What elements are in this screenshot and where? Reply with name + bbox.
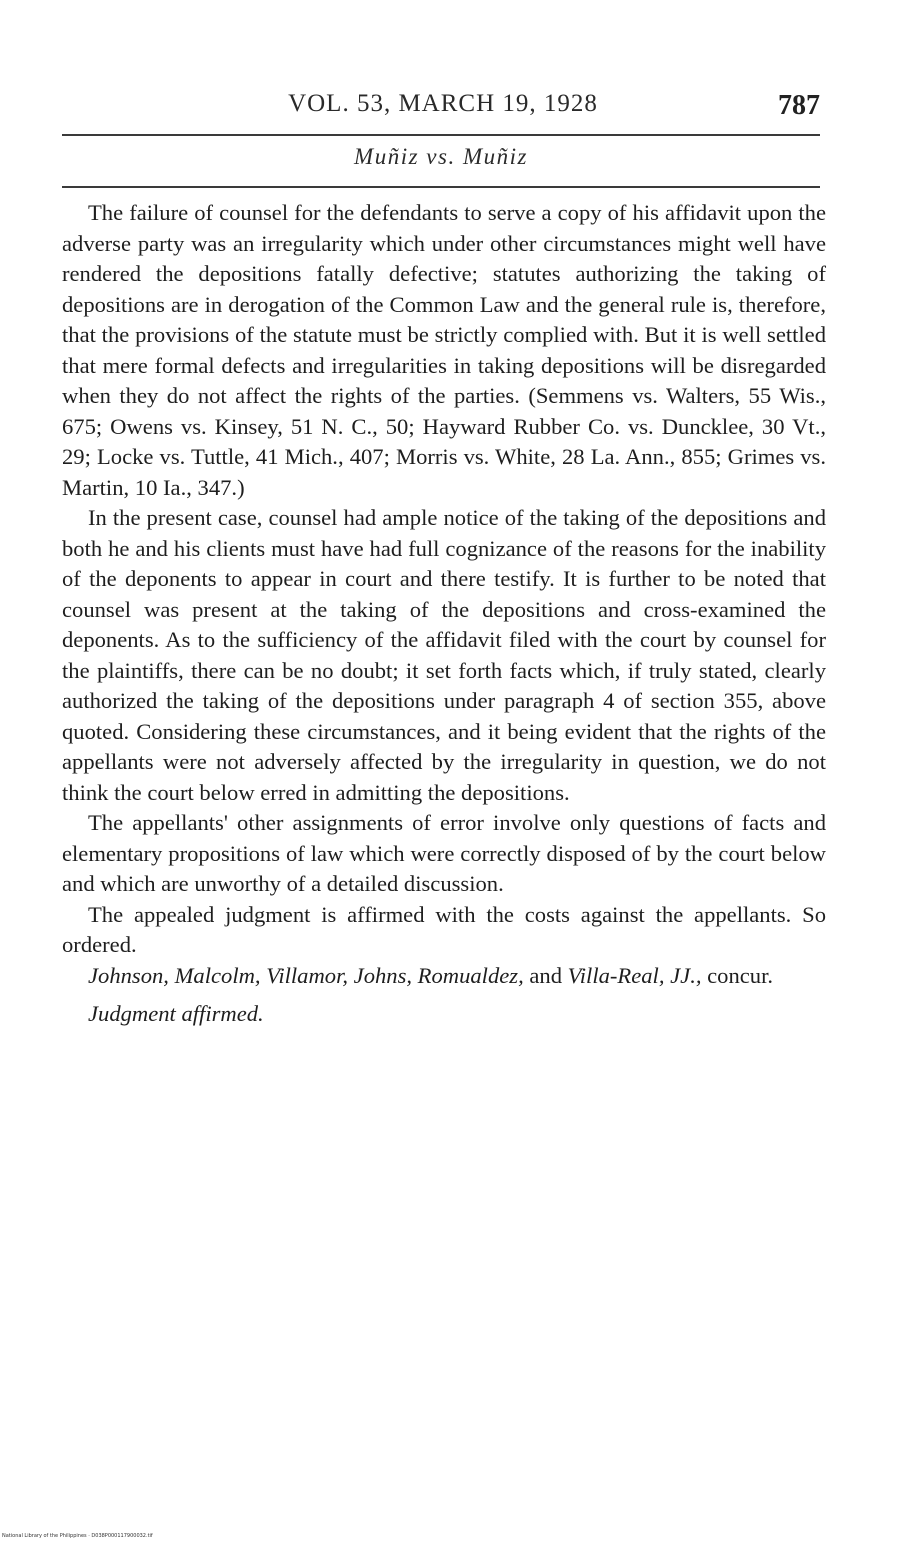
concurrence-verb: concur. [701,962,774,988]
page-header [62,84,824,132]
concurrence-conjunction: and [523,962,568,988]
concurring-justices: Johnson, Malcolm, Villamor, Johns, Romualdez, [88,962,524,988]
case-title: Muñiz vs. Muñiz [354,144,528,169]
disposition: Judgment affirmed. [88,1001,264,1026]
header-divider [62,134,820,136]
paragraph-judgment-affirmed: The appealed judgment is affirmed with the costs against the appellants. So ordered. [62,901,826,957]
concurrence-line [62,961,826,992]
paragraph-other-assignments: The appellants' other assignments of error involve only questions of facts and elementary propositions of law which were correctly disposed of by the court below and which are unworthy of a detailed discussion. [62,810,826,896]
page-number: 787 [778,90,820,121]
scan-footer: National Library of the Philippines · D038P000117900032.tif [2,1533,153,1539]
paragraph-present-case: In the present case, counsel had ample notice of the taking of the depositions and both he and his clients must have had full cognizance of the reasons for the inability of the deponents to appear in court and there testify. It is further to be noted that counsel was present at the taking of the depositions and cross-examined the deponents. As to the sufficiency of the affidavit filed with the court by counsel for the plaintiffs, there can be no doubt; it set forth facts which, if truly stated, clearly authorized the taking of the depositions under paragraph 4 of section 355, above quoted. Considering these circumstances, and it being evident that the rights of the appellants were not adversely affected by the irregularity in question, we do not think the court below erred in admitting the depositions. [62,505,826,805]
last-concurring-justice: Villa-Real, JJ., [567,962,702,988]
opinion-body [62,198,826,1030]
case-title-divider [62,186,820,188]
paragraph-depositions-irregularity: The failure of counsel for the defendants to serve a copy of his affidavit upon the adverse party was an irregularity which under other circumstances might well have rendered the depositions fatally defective; statutes authorizing the taking of depositions are in derogation of the Common Law and the general rule is, therefore, that the provisions of the statute must be strictly complied with. But it is well settled that mere formal defects and irregularities in taking depositions will be disregarded when they do not affect the rights of the parties. (Semmens vs. Walters, 55 Wis., 675; Owens vs. Kinsey, 51 N. C., 50; Hayward Rubber Co. vs. Duncklee, 30 Vt., 29; Locke vs. Tuttle, 41 Mich., 407; Morris vs. White, 28 La. Ann., 855; Grimes vs. Martin, 10 Ia., 347.) [62,200,826,500]
running-title: VOL. 53, MARCH 19, 1928 [288,90,598,117]
